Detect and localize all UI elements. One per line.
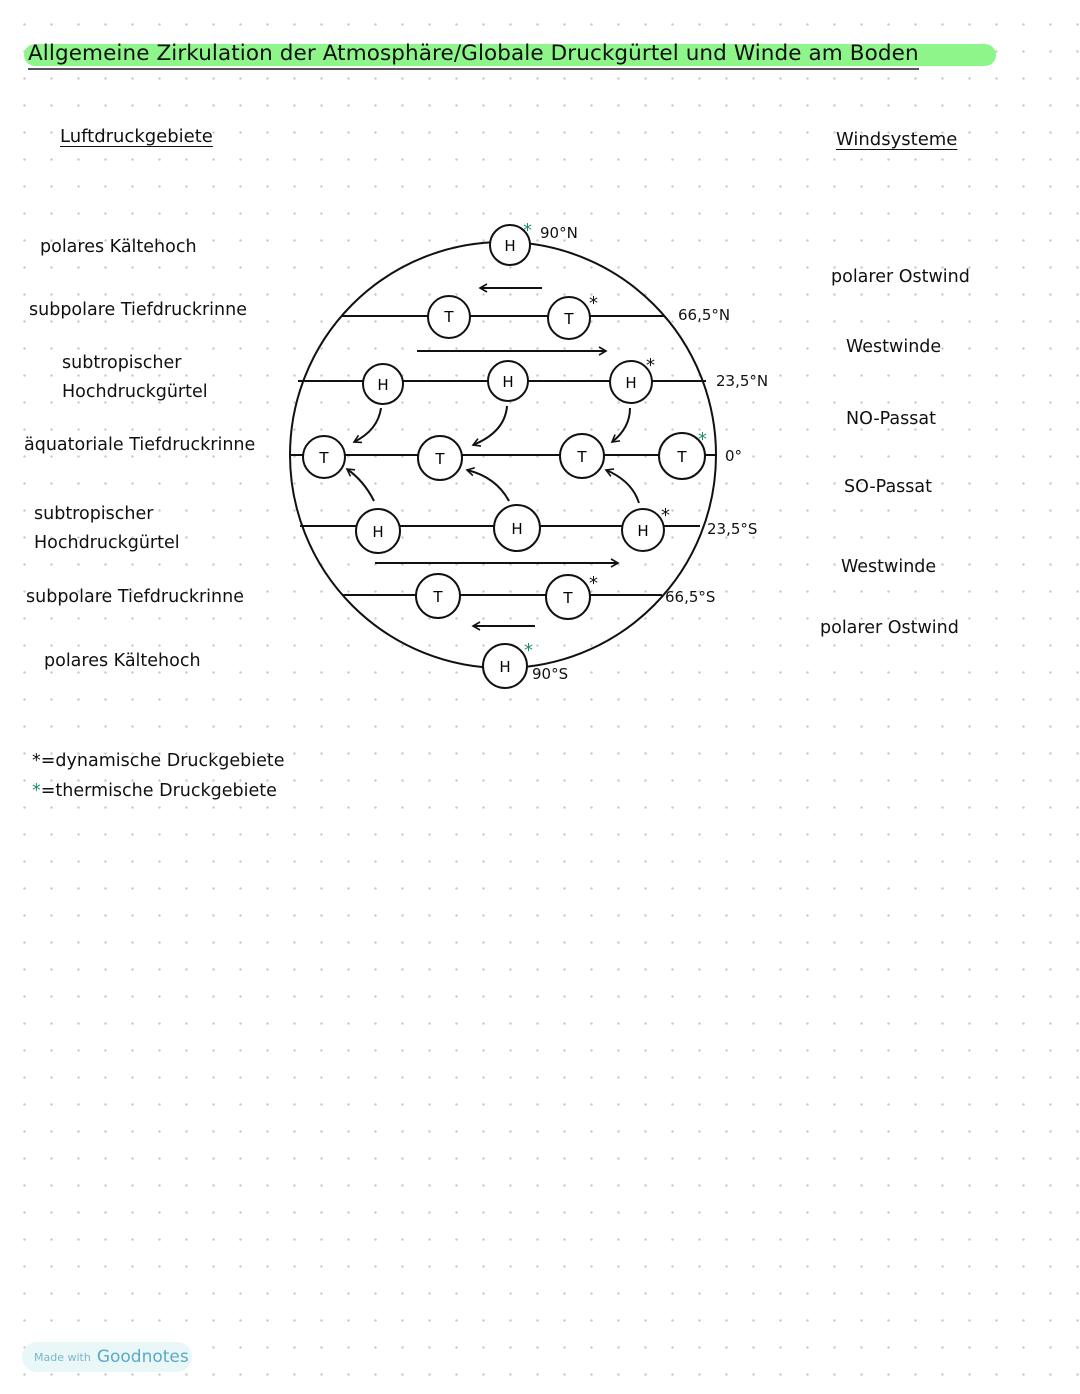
lat-label-23N: 23,5°N <box>716 372 769 390</box>
right-column-heading: Windsysteme <box>836 129 958 150</box>
lat-label-66N: 66,5°N <box>678 306 731 324</box>
low-symbol: T <box>677 448 687 466</box>
low-symbol: T <box>433 588 443 606</box>
thermal-star-icon: * <box>698 429 707 450</box>
pressure-label-subpolar-low-north: subpolare Tiefdruckrinne <box>29 300 247 320</box>
thermal-star-icon: * <box>524 640 533 661</box>
pressure-label-polar-high-north: polares Kältehoch <box>40 237 197 257</box>
dynamic-star-icon: * <box>32 751 41 771</box>
legend <box>32 746 285 806</box>
high-symbol: H <box>504 237 516 255</box>
low-symbol: T <box>577 448 587 466</box>
lat-label-90N: 90°N <box>540 224 578 242</box>
arrow-se-trade-1 <box>347 469 374 501</box>
low-symbol: T <box>435 450 445 468</box>
arrow-ne-trade-2 <box>473 406 507 445</box>
dynamic-star-icon: * <box>646 355 655 376</box>
legend-text: =dynamische Druckgebiete <box>40 751 285 771</box>
pressure-label-subpolar-low-south: subpolare Tiefdruckrinne <box>26 587 244 607</box>
wind-label-polar-east-north: polarer Ostwind <box>831 267 970 287</box>
label-line: Hochdruckgürtel <box>62 382 208 402</box>
label-line: subtropischer <box>34 504 154 524</box>
lat-label-90S: 90°S <box>532 665 569 683</box>
thermal-star-icon: * <box>523 220 532 241</box>
badge-brand: Goodnotes <box>96 1347 189 1367</box>
arrow-se-trade-2 <box>467 470 509 501</box>
left-column-heading: Luftdruckgebiete <box>60 126 213 147</box>
thermal-star-icon: * <box>32 781 41 801</box>
badge-prefix: Made with <box>34 1350 91 1364</box>
low-symbol: T <box>444 308 454 326</box>
legend-text: =thermische Druckgebiete <box>40 781 277 801</box>
label-line: subtropischer <box>62 353 182 373</box>
pressure-label-equatorial-low: äquatoriale Tiefdruckrinne <box>24 435 256 455</box>
lat-label-23S: 23,5°S <box>707 520 758 538</box>
high-symbol: H <box>625 374 637 392</box>
high-symbol: H <box>372 523 384 541</box>
arrow-ne-trade-1 <box>354 408 381 442</box>
high-symbol: H <box>499 658 511 676</box>
legend-item-thermal <box>32 776 285 806</box>
wind-label-se-trade: SO-Passat <box>844 477 932 497</box>
low-symbol: T <box>563 589 573 607</box>
wind-label-ne-trade: NO-Passat <box>846 409 936 429</box>
arrow-ne-trade-3 <box>612 408 630 442</box>
wind-label-polar-east-south: polarer Ostwind <box>820 618 959 638</box>
label-line: Hochdruckgürtel <box>34 533 180 553</box>
high-symbol: H <box>377 376 389 394</box>
dynamic-star-icon: * <box>661 505 670 526</box>
lat-label-equator: 0° <box>725 447 743 465</box>
high-symbol: H <box>637 522 649 540</box>
wind-label-westerlies-south: Westwinde <box>841 557 937 577</box>
high-symbol: H <box>502 373 514 391</box>
legend-item-dynamic <box>32 746 285 776</box>
page-title: Allgemeine Zirkulation der Atmosphäre/Globale Druckgürtel und Winde am Boden <box>28 40 919 70</box>
wind-label-westerlies-north: Westwinde <box>846 337 942 357</box>
lat-label-66S: 66,5°S <box>665 588 716 606</box>
low-symbol: T <box>564 310 574 328</box>
arrow-se-trade-3 <box>606 470 639 503</box>
dynamic-star-icon: * <box>589 293 598 314</box>
low-symbol: T <box>319 449 329 467</box>
pressure-label-polar-high-south: polares Kältehoch <box>44 651 201 671</box>
made-with-goodnotes-badge[interactable] <box>22 1342 192 1372</box>
high-symbol: H <box>511 520 523 538</box>
dynamic-star-icon: * <box>589 573 598 594</box>
